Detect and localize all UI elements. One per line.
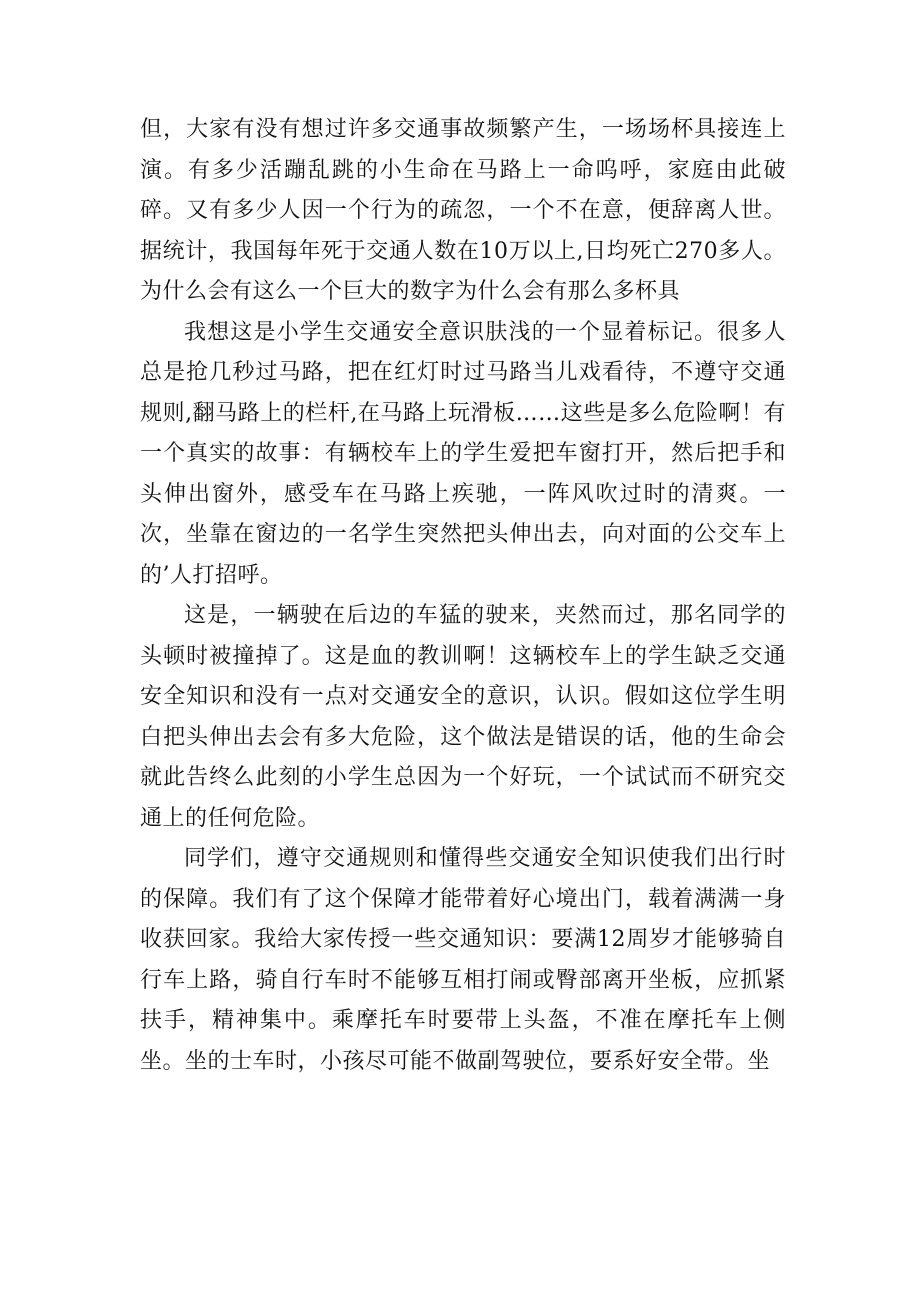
paragraph-2: 我想这是小学生交通安全意识肤浅的一个显着标记。很多人总是抢几秒过马路，把在红灯时过马路当儿戏看待，不遵守交通规则,翻马路上的栏杆,在马路上玩滑板……这些是多么危险啊！有一个真实的故事：有辆校车上的学生爱把车窗打开，然后把手和头伸出窗外，感受车在马路上疾驰，一阵风吹过时的清爽。一次，坐靠在窗边的一名学生突然把头伸出去，向对面的公交车上的’人打招呼。 — [140, 319, 786, 588]
paragraph-1: 但，大家有没有想过许多交通事故频繁产生，一场场杯具接连上演。有多少活蹦乱跳的小生命在马路上一命呜呼，家庭由此破碎。又有多少人因一个行为的疏忽，一个不在意，便辞离人世。据统计，我国每年死于交通人数在10万以上,日均死亡270多人。为什么会有这么一个巨大的数字为什么会有那么多杯具 — [140, 117, 786, 304]
paragraph-3: 这是，一辆驶在后边的车猛的驶来，夹然而过，那名同学的头顿时被撞掉了。这是血的教训啊！这辆校车上的学生缺乏交通安全知识和没有一点对交通安全的意识，认识。假如这位学生明白把头伸出去会有多大危险，这个做法是错误的话，他的生命会就此告终么此刻的小学生总因为一个好玩，一个试试而不研究交通上的任何危险。 — [140, 603, 786, 831]
paragraph-4: 同学们，遵守交通规则和懂得些交通安全知识使我们出行时的保障。我们有了这个保障才能带着好心境出门，载着满满一身收获回家。我给大家传授一些交通知识：要满12周岁才能够骑自行车上路，骑自行车时不能够互相打闹或臀部离开坐板，应抓紧扶手，精神集中。乘摩托车时要带上头盔，不准在摩托车上侧坐。坐的士车时，小孩尽可能不做副驾驶位，要系好安全带。坐 — [140, 846, 786, 1074]
document-body — [140, 110, 786, 1082]
